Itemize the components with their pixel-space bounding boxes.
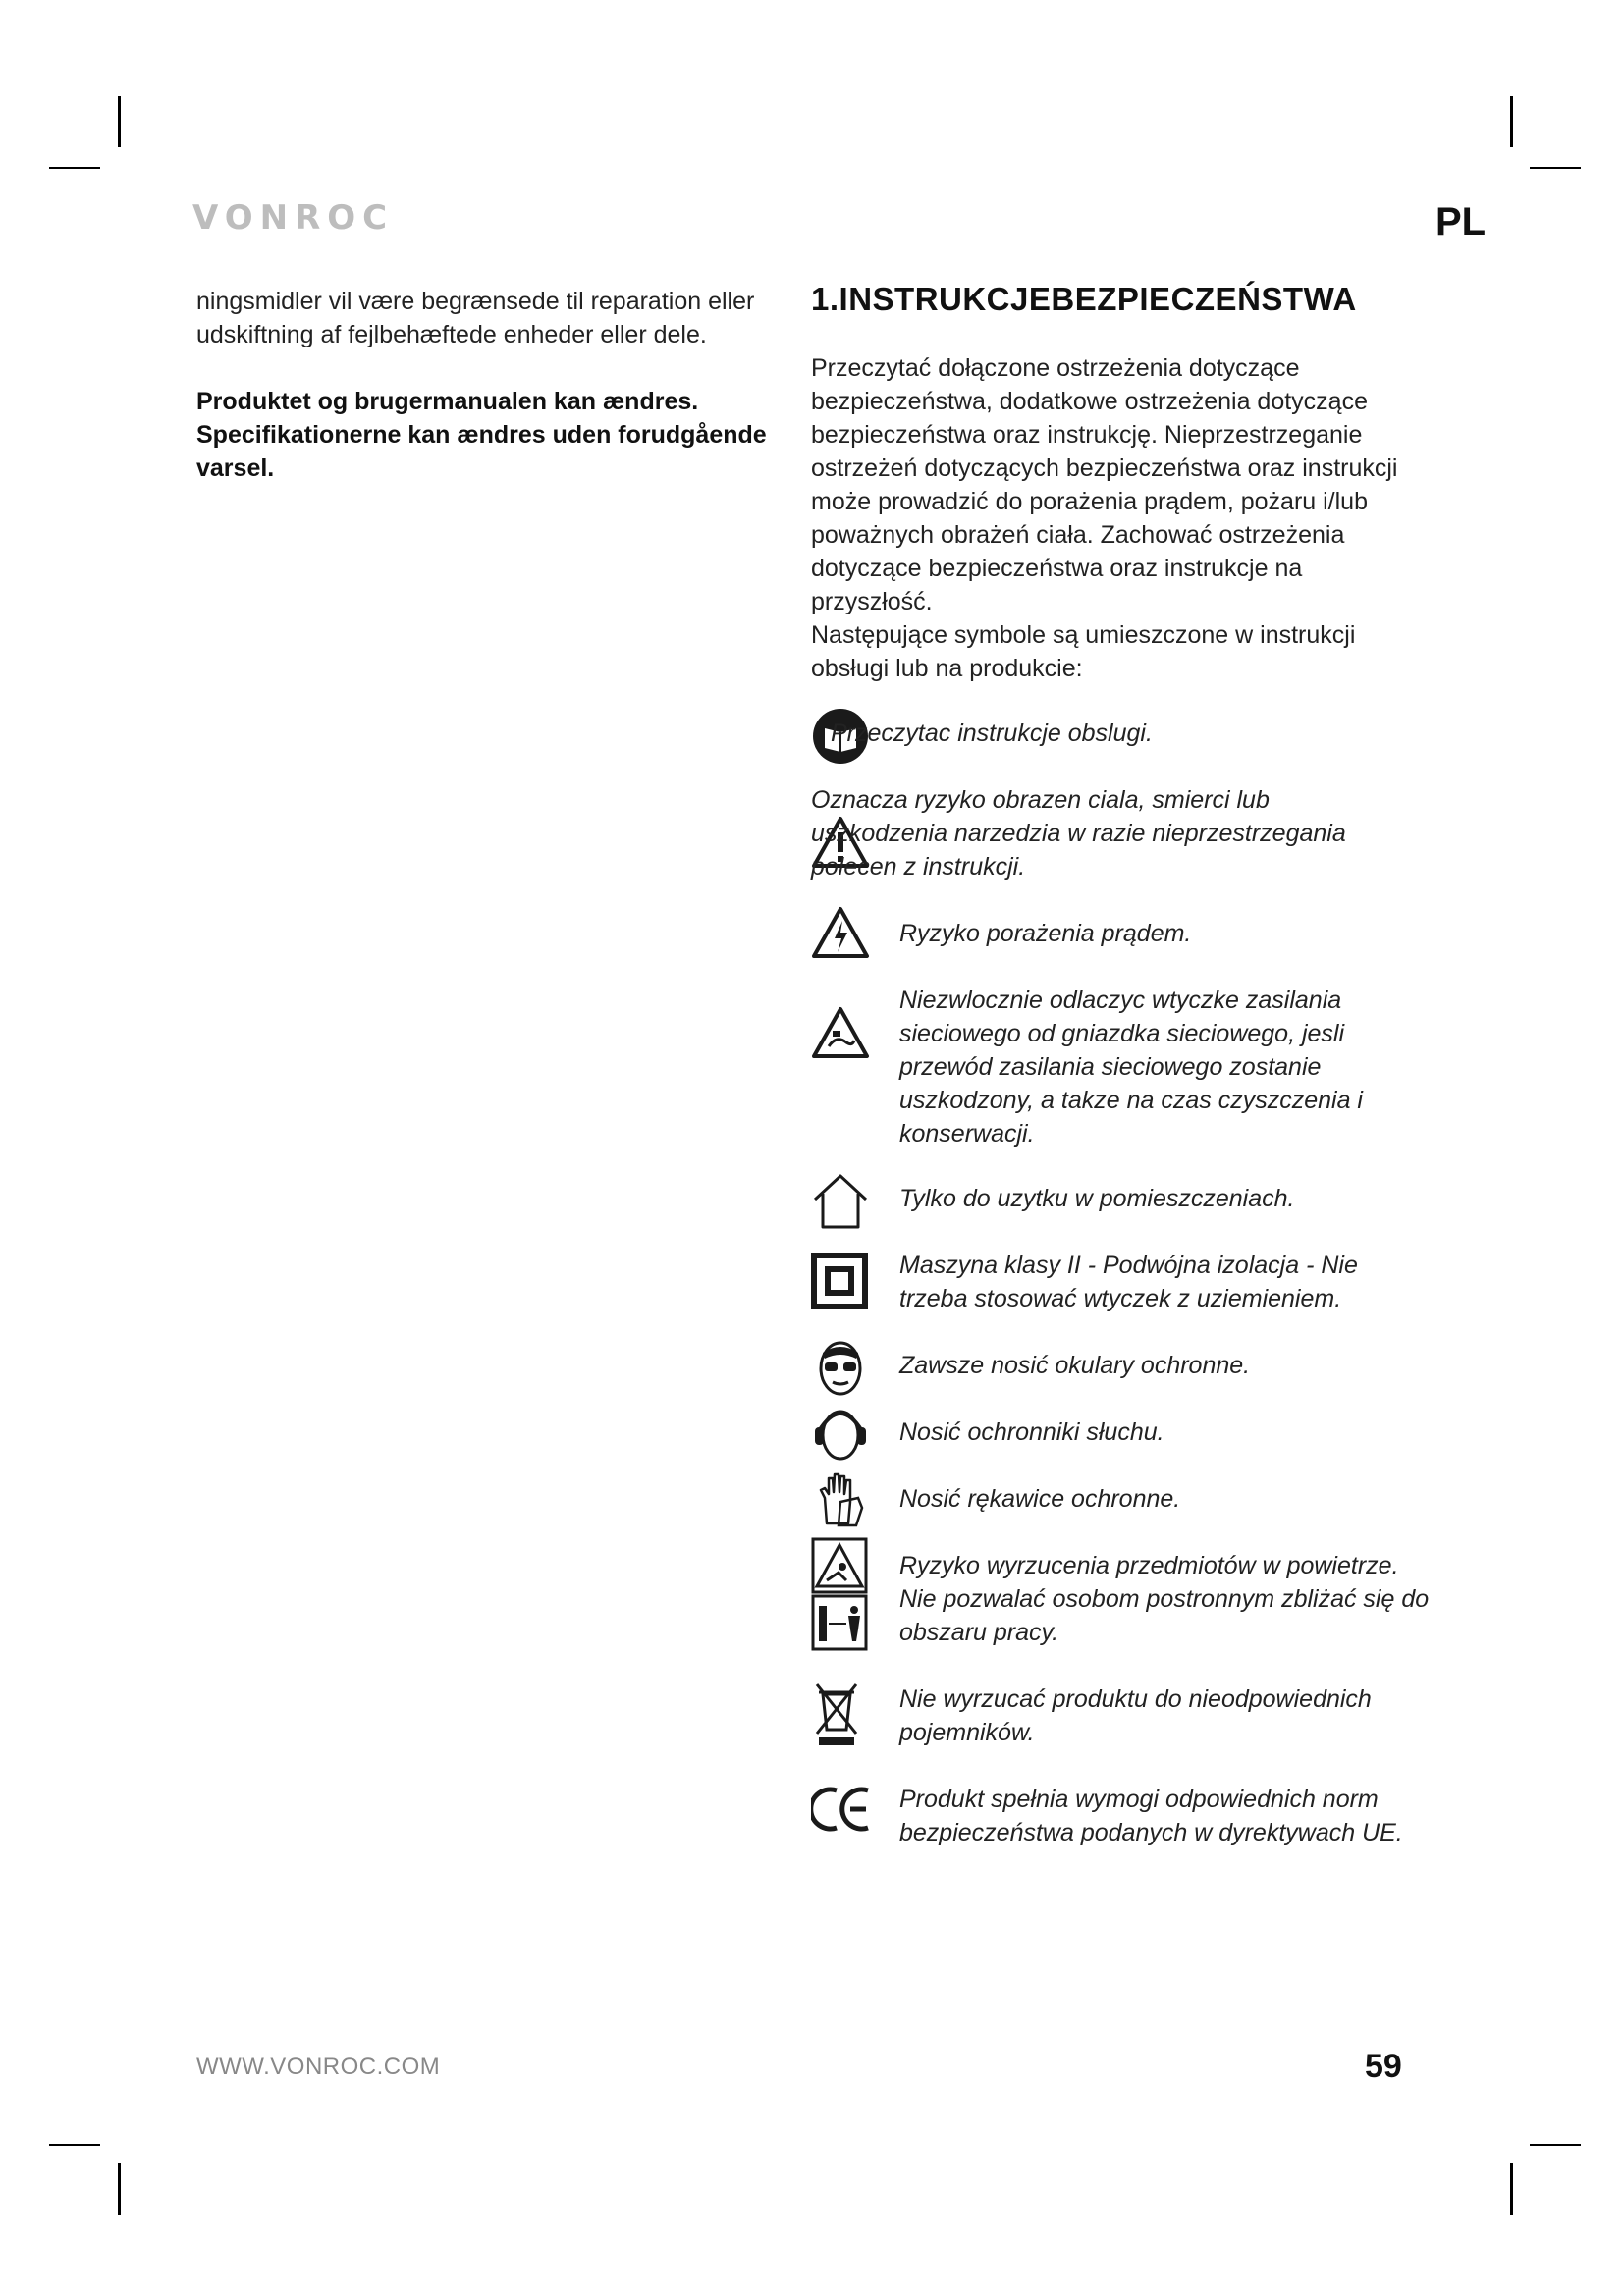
crop-mark bbox=[1510, 2163, 1513, 2215]
language-code: PL bbox=[1435, 200, 1487, 243]
symbol-text: Nosić ochronniki słuchu. bbox=[899, 1418, 1164, 1446]
weee-bin-icon bbox=[811, 1681, 874, 1749]
unplug-cable-icon bbox=[811, 1005, 874, 1060]
symbol-text: Zawsze nosić okulary ochronne. bbox=[899, 1352, 1251, 1379]
symbol-text: Nosić rękawice ochronne. bbox=[899, 1485, 1181, 1513]
crop-mark bbox=[49, 2144, 100, 2146]
class-ii-icon bbox=[811, 1253, 874, 1309]
symbol-text: Tylko do uzytku w pomieszczeniach. bbox=[899, 1185, 1295, 1212]
footer-url: WWW.VONROC.COM bbox=[196, 2054, 441, 2080]
brand-logo: VONROC bbox=[192, 198, 395, 238]
symbol-text: Przeczytac instrukcje obslugi. bbox=[831, 720, 1153, 747]
flying-objects-icon bbox=[811, 1537, 874, 1651]
symbol-text: Ryzyko wyrzucenia przedmiotów w powietrze. Nie pozwalać osobom postronnym zbliżać się do obszaru pracy. bbox=[899, 1552, 1430, 1646]
indoor-use-icon bbox=[811, 1170, 874, 1231]
symbol-text: Produkt spełnia wymogi odpowiednich norm bezpieczeństwa podanych w dyrektywach UE. bbox=[899, 1786, 1403, 1846]
electric-shock-icon bbox=[811, 905, 874, 960]
symbol-text: Niezwlocznie odlaczyc wtyczke zasilania sieciowego od gniazdka sieciowego, jesli przewód zasilania sieciowego zostanie uszkodzony, a takze na czas czyszczenia i konserwacji. bbox=[899, 987, 1363, 1148]
hearing-protection-icon bbox=[811, 1402, 874, 1463]
symbol-text: Nie wyrzucać produktu do nieodpowiednich pojemników. bbox=[899, 1685, 1372, 1746]
section-heading: 1.INSTRUKCJEBEZPIECZEŃSTWA bbox=[811, 281, 1357, 317]
ce-mark-icon bbox=[811, 1785, 874, 1834]
symbol-text: Oznacza ryzyko obrazen ciala, smierci lub uszkodzenia narzedzia w razie nieprzestrzegania polecen z instrukcji. bbox=[811, 786, 1346, 881]
crop-mark bbox=[1510, 96, 1513, 147]
symbol-text: Maszyna klasy II - Podwójna izolacja - Nie trzeba stosować wtyczek z uziemieniem. bbox=[899, 1252, 1358, 1312]
change-notice: Produktet og brugermanualen kan ændres. Specifikationerne kan ændres uden forudgående varsel. bbox=[196, 388, 767, 482]
gloves-icon bbox=[811, 1468, 874, 1529]
crop-mark bbox=[118, 96, 121, 147]
crop-mark bbox=[1530, 167, 1581, 169]
left-column bbox=[196, 285, 795, 518]
crop-mark bbox=[1530, 2144, 1581, 2146]
page-number: 59 bbox=[1365, 2048, 1402, 2085]
intro-paragraph: Przeczytać dołączone ostrzeżenia dotyczące bezpieczeństwa, dodatkowe ostrzeżenia dotyczące bezpieczeństwa oraz instrukcję. Nieprzestrzeganie ostrzeżeń dotyczących bezpieczeństwa oraz instrukcji może prowadzić do porażenia prądem, pożaru i/lub poważnych obrażeń ciała. Zachować ostrzeżenia dotyczące bezpieczeństwa oraz instrukcje na przyszłość. bbox=[811, 354, 1398, 615]
crop-mark bbox=[49, 167, 100, 169]
safety-glasses-icon bbox=[811, 1339, 874, 1398]
symbol-text: Ryzyko porażenia prądem. bbox=[899, 920, 1192, 947]
continued-paragraph: ningsmidler vil være begrænsede til reparation eller udskiftning af fejlbehæftede enheder eller dele. bbox=[196, 288, 755, 348]
crop-mark bbox=[118, 2163, 121, 2215]
symbols-intro: Następujące symbole są umieszczone w instrukcji obsługi lub na produkcie: bbox=[811, 621, 1356, 682]
